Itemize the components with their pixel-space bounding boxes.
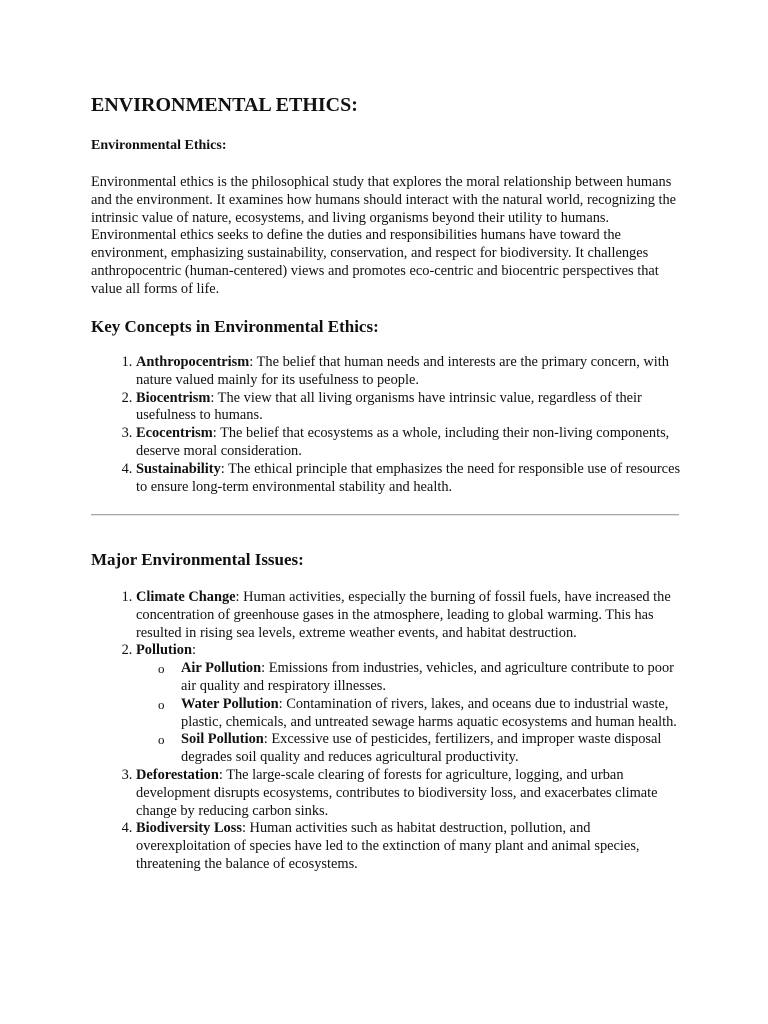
document-title: ENVIRONMENTAL ETHICS: xyxy=(91,94,358,116)
pollution-type-term: Water Pollution xyxy=(181,695,279,712)
issue-description: : xyxy=(191,642,196,659)
concept-term: Anthropocentrism xyxy=(136,354,250,370)
concept-description: : The view that all living organisms have intrinsic value, regardless of their usefulness to humans. xyxy=(136,389,642,424)
bullet-icon: o xyxy=(158,661,165,677)
sub-list-item xyxy=(158,660,681,696)
list-item xyxy=(136,820,681,873)
issue-description: : Human activities such as habitat destruction, pollution, and overexploitation of species have led to the extinction of many plant and animal species, threatening the balance of ecosystems. xyxy=(136,820,640,872)
pollution-type-description: : Emissions from industries, vehicles, and agriculture contribute to poor air quality and respiratory illnesses. xyxy=(181,660,674,694)
issue-description: : The large-scale clearing of forests for agriculture, logging, and urban development disrupts ecosystems, contributes to biodiversity loss, and exacerbates climate change by reducing carbon sinks. xyxy=(136,766,658,819)
list-item xyxy=(136,354,681,390)
issue-term: Pollution xyxy=(136,642,192,659)
sub-list-item xyxy=(158,695,681,732)
key-concepts-heading: Key Concepts in Environmental Ethics: xyxy=(91,317,379,336)
concept-term: Biocentrism xyxy=(136,389,211,406)
major-issues-heading: Major Environmental Issues: xyxy=(91,550,304,569)
list-item xyxy=(136,461,681,497)
issue-description: : Human activities, especially the burning of fossil fuels, have increased the concentration of greenhouse gases in the atmosphere, leading to global warming. This has resulted in rising sea levels, extreme weather events, and habitat destruction. xyxy=(136,589,671,641)
major-issues-list xyxy=(91,589,681,874)
list-item xyxy=(136,390,681,426)
bullet-icon: o xyxy=(158,732,165,748)
list-item xyxy=(136,425,681,461)
pollution-type-description: : Excessive use of pesticides, fertilizers, and improper waste disposal degrades soil quality and reduces agricultural productivity. xyxy=(181,731,662,766)
concept-term: Sustainability xyxy=(136,460,221,477)
list-item xyxy=(136,589,681,642)
pollution-type-term: Soil Pollution xyxy=(181,731,264,748)
section-subtitle: Environmental Ethics: xyxy=(91,138,227,153)
issue-term: Biodiversity Loss xyxy=(136,820,242,837)
concept-description: : The ethical principle that emphasizes the need for responsible use of resources to ensure long-term environmental stability and health. xyxy=(136,460,681,495)
list-item xyxy=(136,642,681,767)
concept-term: Ecocentrism xyxy=(136,425,213,442)
intro-paragraph: Environmental ethics is the philosophical study that explores the moral relationship between humans and the environment. It examines how humans should interact with the natural world, recognizing the intrinsic value of nature, ecosystems, and living organisms beyond their utility to humans. Environmental ethics seeks to define the duties and responsibilities humans have toward the environment, emphasizing sustainability, conservation, and respect for biodiversity. It challenges anthropocentric (human-centered) views and promotes eco-centric and biocentric perspectives that value all forms of life. xyxy=(91,174,677,297)
pollution-type-term: Air Pollution xyxy=(181,660,262,677)
key-concepts-list xyxy=(91,354,681,496)
concept-description: : The belief that human needs and interests are the primary concern, with nature valued mainly for its usefulness to people. xyxy=(136,354,669,388)
pollution-sublist xyxy=(136,660,681,767)
horizontal-divider xyxy=(91,514,679,516)
bullet-icon: o xyxy=(158,696,165,712)
issue-term: Climate Change xyxy=(136,589,236,605)
list-item xyxy=(136,767,681,820)
issue-term: Deforestation xyxy=(136,766,219,783)
sub-list-item xyxy=(158,731,681,767)
pollution-type-description: : Contamination of rivers, lakes, and oceans due to industrial waste, plastic, chemicals, and untreated sewage harms aquatic ecosystems and human health. xyxy=(181,695,677,730)
concept-description: : The belief that ecosystems as a whole, including their non-living components, deserve moral consideration. xyxy=(136,425,670,459)
